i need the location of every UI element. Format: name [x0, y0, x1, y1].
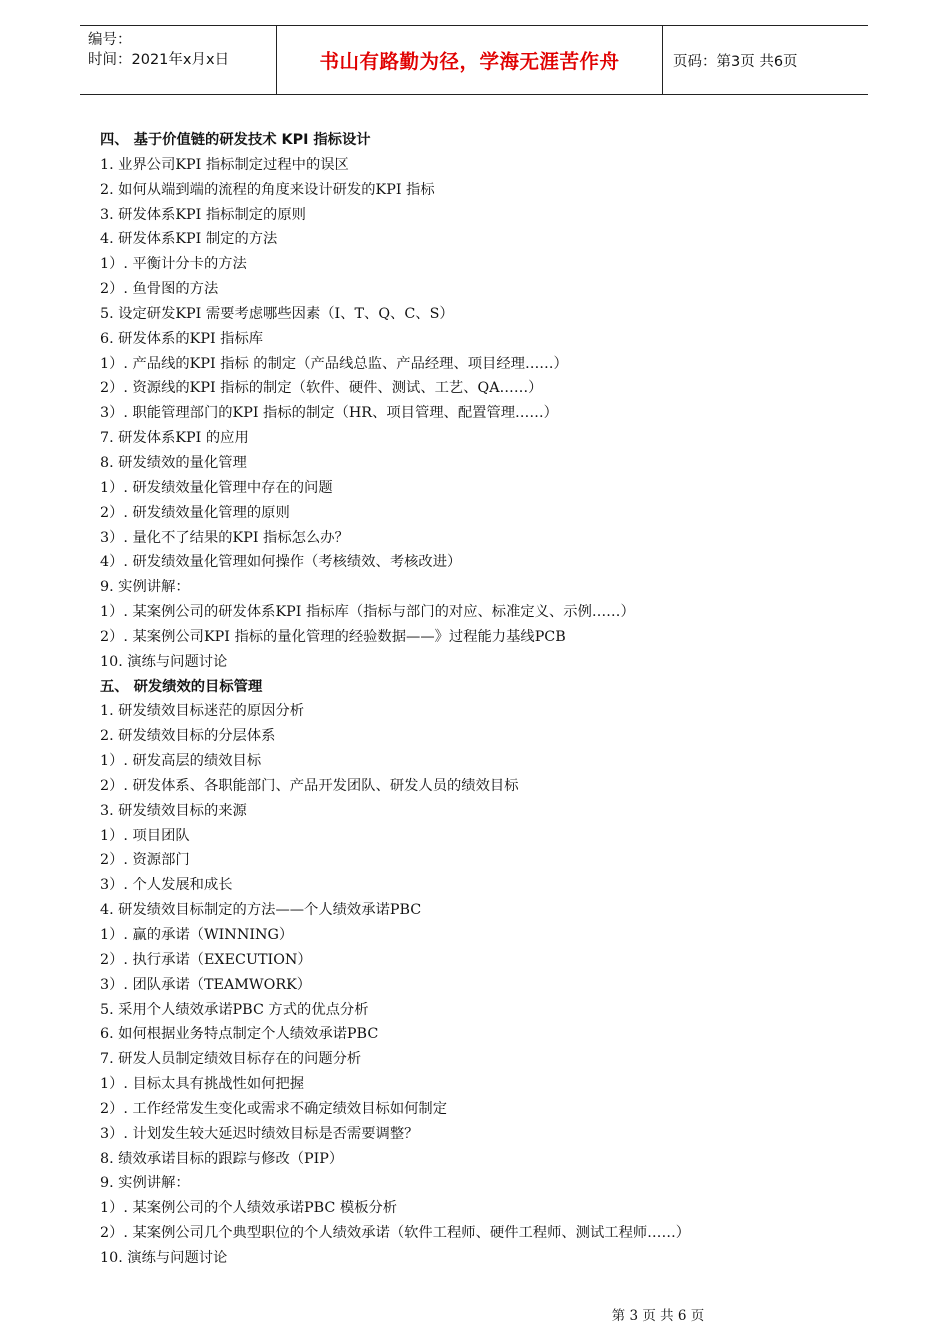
- outline-item: 10. 演练与问题讨论: [100, 1249, 228, 1266]
- outline-item: 4. 研发体系KPI 制定的方法: [100, 231, 278, 248]
- document-number-label: 编号：: [88, 32, 132, 48]
- header-page-code: 页码：第3页 共6页: [673, 53, 798, 70]
- outline-item: 2）. 鱼骨图的方法: [100, 281, 219, 298]
- outline-item: 3）. 个人发展和成长: [100, 877, 233, 894]
- outline-item: 1. 业界公司KPI 指标制定过程中的误区: [100, 156, 349, 173]
- document-body: [100, 128, 860, 1271]
- outline-item: 1）. 赢的承诺（WINNING）: [100, 927, 294, 943]
- outline-item: 2）. 资源线的KPI 指标的制定（软件、硬件、测试、工艺、QA……）: [100, 380, 543, 397]
- outline-item: 5. 设定研发KPI 需要考虑哪些因素（I、T、Q、C、S）: [100, 305, 454, 322]
- outline-item: 1）. 目标太具有挑战性如何把握: [100, 1076, 305, 1093]
- outline-item: 2）. 执行承诺（EXECUTION）: [100, 951, 312, 968]
- outline-item: 10. 演练与问题讨论: [100, 653, 228, 670]
- outline-item: 8. 研发绩效的量化管理: [100, 454, 247, 471]
- document-time-label: 时间：2021年x月x日: [88, 52, 230, 68]
- outline-item: 7. 研发体系KPI 的应用: [100, 430, 249, 447]
- outline-item: 5. 采用个人绩效承诺PBC 方式的优点分析: [100, 1001, 369, 1018]
- outline-item: 4. 研发绩效目标制定的方法——个人绩效承诺PBC: [100, 902, 422, 919]
- outline-item: 2）. 工作经常发生变化或需求不确定绩效目标如何制定: [100, 1100, 448, 1117]
- outline-item: 2）. 某案例公司几个典型职位的个人绩效承诺（软件工程师、硬件工程师、测试工程师……）: [100, 1225, 691, 1242]
- outline-item: 9. 实例讲解：: [100, 1175, 190, 1192]
- outline-item: 1）. 研发高层的绩效目标: [100, 753, 262, 770]
- outline-item: 1. 研发绩效目标迷茫的原因分析: [100, 703, 305, 720]
- section-heading: 五、 研发绩效的目标管理: [100, 678, 263, 695]
- outline-item: 2. 如何从端到端的流程的角度来设计研发的KPI 指标: [100, 181, 435, 198]
- outline-item: 1）. 某案例公司的个人绩效承诺PBC 模板分析: [100, 1200, 398, 1217]
- outline-item: 3. 研发绩效目标的来源: [100, 802, 247, 819]
- page-footer: 第 3 页 共 6 页: [611, 1308, 705, 1324]
- outline-item: 6. 研发体系的KPI 指标库: [100, 330, 264, 347]
- outline-item: 1）. 平衡计分卡的方法: [100, 256, 247, 273]
- page-header: [80, 25, 868, 95]
- outline-item: 3. 研发体系KPI 指标制定的原则: [100, 206, 306, 223]
- outline-item: 3）. 量化不了结果的KPI 指标怎么办？: [100, 529, 349, 546]
- outline-item: 2）. 研发绩效量化管理的原则: [100, 504, 290, 521]
- outline-item: 6. 如何根据业务特点制定个人绩效承诺PBC: [100, 1026, 379, 1043]
- outline-item: 8. 绩效承诺目标的跟踪与修改（PIP）: [100, 1150, 344, 1167]
- outline-item: 2）. 资源部门: [100, 852, 190, 869]
- section-heading: 四、 基于价值链的研发技术 KPI 指标设计: [100, 132, 371, 148]
- outline-item: 4）. 研发绩效量化管理如何操作（考核绩效、考核改进）: [100, 554, 462, 571]
- outline-item: 3）. 计划发生较大延迟时绩效目标是否需要调整？: [100, 1125, 419, 1142]
- outline-item: 2）. 某案例公司KPI 指标的量化管理的经验数据——》过程能力基线PCB: [100, 628, 566, 645]
- header-meta: [80, 26, 277, 94]
- outline-item: 1）. 研发绩效量化管理中存在的问题: [100, 479, 333, 496]
- outline-item: 3）. 职能管理部门的KPI 指标的制定（HR、项目管理、配置管理……）: [100, 405, 558, 422]
- outline-item: 1）. 某案例公司的研发体系KPI 指标库（指标与部门的对应、标准定义、示例……）: [100, 604, 635, 621]
- outline-item: 9. 实例讲解：: [100, 579, 190, 596]
- header-motto: 书山有路勤为径，学海无涯苦作舟: [277, 26, 663, 94]
- outline-item: 2）. 研发体系、各职能部门、产品开发团队、研发人员的绩效目标: [100, 777, 519, 794]
- outline-item: 7. 研发人员制定绩效目标存在的问题分析: [100, 1051, 362, 1068]
- outline-item: 3）. 团队承诺（TEAMWORK）: [100, 976, 312, 993]
- outline-item: 1）. 项目团队: [100, 827, 190, 844]
- outline-item: 1）. 产品线的KPI 指标 的制定（产品线总监、产品经理、项目经理……）: [100, 355, 568, 372]
- outline-item: 2. 研发绩效目标的分层体系: [100, 728, 276, 745]
